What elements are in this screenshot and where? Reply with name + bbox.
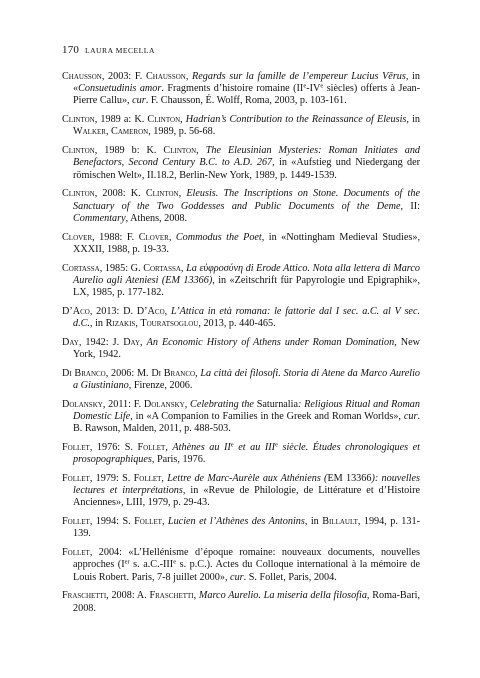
entry-text: , 2006: M. xyxy=(105,367,152,379)
entry-text: , 1989 a: K. xyxy=(94,114,148,126)
entry-text: , in « xyxy=(73,71,420,95)
entry-text: , 2003: F. xyxy=(101,71,146,82)
bibliography-entry xyxy=(62,114,420,138)
title-text: La città dei filosofi. Storia di Atene da Marco Aurelio a Giustiniano xyxy=(73,367,420,392)
entry-text: , 2013: D. xyxy=(89,305,137,317)
entry-text: , xyxy=(196,145,206,157)
author-name: Clinton xyxy=(62,114,95,126)
author-name: Walker xyxy=(73,126,106,138)
superscript: e xyxy=(230,441,234,449)
entry-text: , xyxy=(195,367,201,379)
entry-text: , in «Revue de Philologie, de Littérature et d’Histoire Anciennes», LIII, 1979, p. 29-43. xyxy=(73,485,420,509)
entry-text: . S. Follet, Paris, 2004. xyxy=(243,571,337,583)
entry-text: , 1989, p. 56-68. xyxy=(148,126,216,138)
author-name: D’Aco xyxy=(136,305,165,317)
entry-text: , xyxy=(140,336,147,348)
entry-text: , 1988: F. xyxy=(92,231,139,243)
author-name: Clinton xyxy=(147,114,181,126)
entry-text: , xyxy=(180,262,187,274)
entry-text: , 1985: G. xyxy=(99,262,144,274)
entry-text: , 1994, p. 131-139. xyxy=(73,516,420,540)
entry-text: , in «Zeitschrift für Papyrologie und Epigraphik», LX, 1985, p. 177-182. xyxy=(73,274,421,299)
title-text: Hadrian’s Contribution to the Reinassance of Eleusis xyxy=(185,114,407,126)
superscript: er xyxy=(124,558,130,566)
entry-text: , 2004: «L’Hellénisme d’époque romaine: nouveaux documents, nouvelles approches (I xyxy=(73,547,420,571)
entry-text: s. a.C.-III xyxy=(129,559,174,571)
superscript: e xyxy=(173,558,177,566)
author-name: Follet xyxy=(134,516,162,528)
author-name: Clinton xyxy=(163,145,197,157)
author-name: Billault xyxy=(322,516,358,528)
entry-text: -IV xyxy=(306,83,321,95)
running-author: LAURA MECELLA xyxy=(84,46,155,55)
entry-text: , xyxy=(184,398,191,410)
title-text: Athènes au II xyxy=(172,442,231,454)
entry-text: , xyxy=(135,318,141,330)
author-name: Chausson xyxy=(145,71,186,82)
author-name: Dolansky xyxy=(62,398,103,410)
author-name: Cameron xyxy=(111,126,149,138)
title-text: Regards sur la famille de l’empereur Lucius Vērus xyxy=(192,71,406,82)
entry-text: , New York, 1942. xyxy=(73,336,420,361)
entry-text: , xyxy=(161,473,168,485)
bibliography-entry xyxy=(62,399,420,436)
entry-text: . F. Chausson, É. Wolff, Roma, 2003, p. 103-161. xyxy=(145,95,347,107)
entry-text: , in «Nottingham Medieval Studies», XXXII, 1988, p. 19-33. xyxy=(73,231,420,255)
author-name: Touratsoglou xyxy=(140,318,199,330)
entry-text: , xyxy=(178,188,187,200)
entry-text: , xyxy=(161,516,168,528)
author-name: Cortassa xyxy=(143,262,181,274)
bibliography-entry xyxy=(62,337,420,361)
author-name: Clinton xyxy=(62,188,95,200)
entry-text: , 1989 b: K. xyxy=(94,145,164,157)
author-name: Fraschetti xyxy=(149,590,194,602)
bibliography-entry xyxy=(62,547,420,584)
bibliography-entry xyxy=(62,71,420,108)
title-text: Commentary xyxy=(73,212,126,224)
author-name: Chausson xyxy=(62,71,102,82)
entry-text: . B. Rawson, Malden, 2011, p. 488-503. xyxy=(73,411,420,435)
author-name: Clinton xyxy=(62,145,95,157)
title-text: cur xyxy=(230,571,244,583)
title-text: L’Attica in età romana: le fattorie dal I sec. a.C. al V sec. d.C. xyxy=(73,305,421,330)
title-text: ): nouvelles lectures et interprétations xyxy=(73,473,420,497)
superscript: e xyxy=(303,82,307,90)
entry-text: , xyxy=(185,71,193,82)
entry-text: , Firenze, 2006. xyxy=(128,380,193,392)
title-text: The Eleusinian Mysteries: Roman Initiates and Benefactors, Second Century B.C. to A.D. 267 xyxy=(73,145,421,169)
author-name: Rizakis xyxy=(105,318,136,330)
author-name: Dolansky xyxy=(143,398,185,410)
superscript: e xyxy=(320,82,324,90)
title-text: cur xyxy=(403,411,418,423)
page-number: 170 xyxy=(62,44,80,56)
author-name: Day xyxy=(123,336,141,348)
title-text: Lucien et l’Athènes des Antonins xyxy=(167,516,305,528)
superscript: e xyxy=(275,441,278,449)
title-text: La εὐφροσύνη di Erode Attico. Nota alla lettera di Marco Aurelio agli Ateniesi (EM 13366) xyxy=(73,262,420,286)
entry-text: , in «A Companion to Families in the Greek and Roman Worlds», xyxy=(130,411,404,423)
title-text: Commodus the Poet xyxy=(175,231,262,243)
bibliography-entry xyxy=(62,232,420,256)
author-name: Follet xyxy=(137,442,166,454)
entry-text: , in xyxy=(304,516,323,528)
bibliography-entry xyxy=(62,368,420,392)
bibliography-entry xyxy=(62,263,420,300)
entry-text: , 1976: S. xyxy=(89,442,138,454)
author-name: Day xyxy=(62,336,79,348)
bibliography-list xyxy=(62,71,420,621)
entry-text: , 2013, p. 440-465. xyxy=(198,318,276,330)
entry-text: , in xyxy=(406,114,421,126)
entry-text: , in «Aufstieg und Niedergang der römischen Welt», II.18.2, Berlin-New York, 1989, p. 1449-1539. xyxy=(73,157,420,181)
title-text: Celebrating the xyxy=(190,398,257,410)
bibliography-entry xyxy=(62,590,420,614)
bibliography-entry xyxy=(62,442,420,466)
author-name: Clover xyxy=(138,231,169,243)
author-name: Clinton xyxy=(145,188,179,200)
author-name: Follet xyxy=(62,442,90,454)
bibliography-entry xyxy=(62,145,420,182)
title-text: : Religious Ritual and Roman Domestic Life xyxy=(73,398,420,423)
author-name: Cortassa xyxy=(62,262,100,274)
title-text: Eleusis. The Inscriptions on Stone. Documents of the Sanctuary of the Two Goddesses and Public Documents of the Deme xyxy=(73,188,421,212)
bibliography-entry xyxy=(62,473,420,510)
bibliography-entry xyxy=(62,306,420,330)
author-name: Di Branco xyxy=(151,367,196,379)
entry-text: , Athens, 2008. xyxy=(125,212,188,224)
entry-text: siècles) offerts à Jean-Pierre Callu», xyxy=(73,83,421,107)
entry-text: , 1994: S. xyxy=(89,516,135,528)
entry-text: s. p.C.). Actes du Colloque international à la mémoire de Louis Robert. Paris, 7-8 juillet 2000», xyxy=(73,559,421,583)
entry-text: EM 13366 xyxy=(327,473,372,485)
entry-text: , 2008: A. xyxy=(106,590,150,602)
entry-text: , Paris, 1976. xyxy=(151,454,206,466)
entry-text: Saturnalia xyxy=(256,398,298,410)
author-name: Fraschetti xyxy=(62,590,107,602)
author-name: Di Branco xyxy=(62,367,106,379)
entry-text: , xyxy=(180,114,186,126)
entry-text: , xyxy=(105,126,112,138)
author-name: Clover xyxy=(62,231,93,243)
entry-text: , xyxy=(193,590,199,602)
running-header xyxy=(62,44,155,56)
entry-text: , xyxy=(165,442,173,454)
title-text: Consuetudinis amor xyxy=(78,83,162,95)
author-name: Follet xyxy=(62,516,90,528)
entry-text: , Roma-Bari, 2008. xyxy=(73,590,421,614)
entry-text: , 1942: J. xyxy=(78,336,124,348)
entry-text: , in xyxy=(89,318,106,330)
entry-text: , 1979: S. xyxy=(89,473,134,485)
title-text: siècle. Études chronologiques et prosopographiques xyxy=(73,442,421,466)
author-name: D’Aco xyxy=(62,305,90,317)
entry-text: . Fragments d’histoire romaine (II xyxy=(161,83,304,95)
author-name: Follet xyxy=(62,547,90,559)
bibliography-entry xyxy=(62,516,420,540)
title-text: An Economic History of Athens under Roman Domination xyxy=(146,336,395,348)
author-name: Follet xyxy=(133,473,162,485)
bibliography-entry xyxy=(62,188,420,225)
entry-text: , II: xyxy=(400,200,420,212)
title-text: Lettre de Marc-Aurèle aux Athéniens ( xyxy=(167,473,328,485)
title-text: cur xyxy=(132,95,146,107)
title-text: et au III xyxy=(233,442,276,454)
entry-text: , 2008: K. xyxy=(94,188,146,200)
entry-text: , xyxy=(164,305,171,317)
author-name: Follet xyxy=(62,473,90,485)
entry-text: , 2011: F. xyxy=(102,398,144,410)
entry-text: , xyxy=(168,231,176,243)
title-text: Marco Aurelio. La miseria della filosofia xyxy=(198,590,367,602)
